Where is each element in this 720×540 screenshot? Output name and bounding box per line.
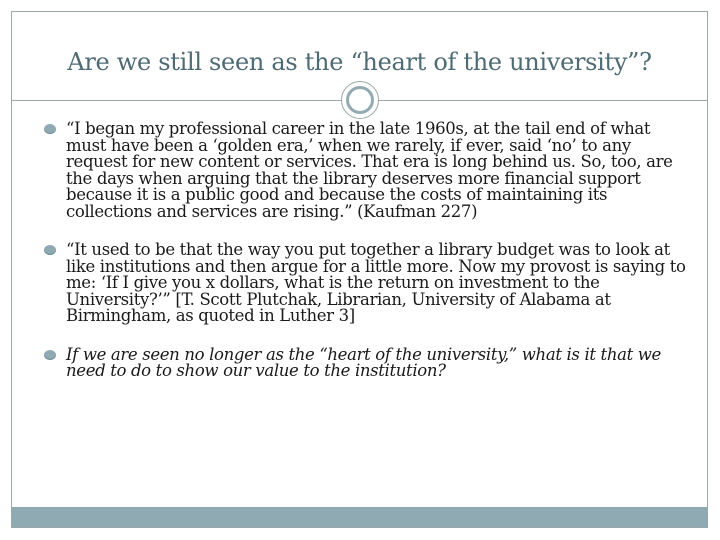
bullet-list	[44, 121, 694, 402]
divider-ring-ornament	[341, 81, 379, 119]
bullet-text: “It used to be that the way you put together a library budget was to look at like institutions and then argue for a little more. Now my provost is saying to me: ‘If I give you x dollars, what is the return on investment to the University?’” [T. Scott Plutchak, Librarian, University of Alabama at Birmingham, as quoted in Luther 3]	[66, 240, 686, 325]
footer-accent-bar	[12, 507, 707, 527]
bullet-item-plutchak-quote	[44, 242, 694, 325]
bullet-text: “I began my professional career in the late 1960s, at the tail end of what must have been a ‘golden era,’ when we rarely, if ever, said ‘no’ to any request for new content or services. That era is long behind us. So, too, are the days when arguing that the library deserves more financial support because it is a public good and because the costs of maintaining its collections and services are rising.” (Kaufman 227)	[66, 119, 673, 221]
slide-title: Are we still seen as the “heart of the university”?	[67, 48, 652, 76]
bullet-item-question	[44, 344, 694, 380]
bullet-dot-icon	[44, 350, 56, 360]
ring-inner	[346, 86, 374, 114]
bullet-dot-icon	[44, 245, 56, 255]
bullet-dot-icon	[44, 124, 56, 134]
bullet-text: If we are seen no longer as the “heart of the university,” what is it that we need to do to show our value to the institution?	[66, 344, 661, 380]
slide	[11, 11, 708, 528]
bullet-item-kaufman-quote	[44, 121, 694, 220]
